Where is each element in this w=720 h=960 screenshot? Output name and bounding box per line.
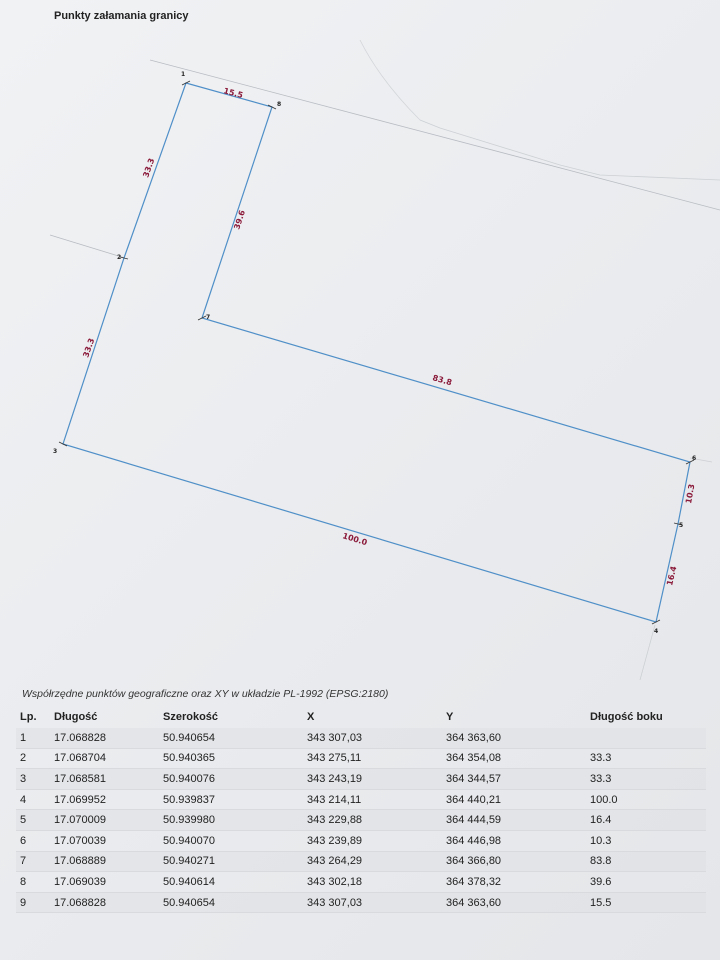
cell-lp: 1 — [16, 728, 50, 748]
background-tail-line — [640, 625, 655, 680]
edge-label-1-2: 33.3 — [141, 157, 157, 179]
edge-label-7-8: 39.6 — [232, 209, 248, 231]
header-longitude: Długość — [54, 711, 98, 723]
point-label-4: 4 — [654, 628, 659, 635]
cell-x: 343 275,11 — [303, 748, 442, 769]
cell-latitude: 50.940654 — [159, 728, 303, 748]
point-label-6: 6 — [692, 455, 697, 462]
point-label-3: 3 — [53, 448, 58, 455]
map-title: Punkty załamania granicy — [54, 10, 189, 22]
cell-y: 364 440,21 — [442, 789, 586, 810]
edge-label-1-8: 15.5 — [222, 86, 244, 101]
cell-lp: 8 — [16, 872, 50, 893]
coordinates-table — [16, 706, 706, 913]
point-label-7: 7 — [206, 314, 211, 321]
background-lines — [50, 40, 720, 680]
background-river-line — [420, 120, 720, 180]
cell-lp: 3 — [16, 769, 50, 790]
cell-side-length: 83.8 — [586, 851, 706, 872]
cell-x: 343 214,11 — [303, 789, 442, 810]
point-label-5: 5 — [679, 522, 684, 529]
background-road-line — [150, 60, 720, 210]
cell-latitude: 50.939980 — [159, 810, 303, 831]
cell-x: 343 264,29 — [303, 851, 442, 872]
cell-y: 364 363,60 — [442, 728, 586, 748]
cell-longitude: 17.068828 — [50, 728, 159, 748]
cell-longitude: 17.068889 — [50, 851, 159, 872]
cell-y: 364 344,57 — [442, 769, 586, 790]
header-latitude: Szerokość — [163, 711, 219, 723]
header-side-length: Długość boku — [590, 711, 663, 723]
edge-label-3-4: 100.0 — [341, 531, 369, 548]
table-row — [16, 789, 706, 810]
edge-label-2-3: 33.3 — [81, 337, 97, 359]
table-header-row — [16, 706, 706, 728]
point-label-2: 2 — [117, 254, 122, 261]
cell-latitude: 50.939837 — [159, 789, 303, 810]
cell-y: 364 446,98 — [442, 830, 586, 851]
cell-longitude: 17.068581 — [50, 769, 159, 790]
edge-label-5-6: 10.3 — [684, 483, 697, 505]
cell-latitude: 50.940070 — [159, 830, 303, 851]
table-row — [16, 769, 706, 790]
edge-label-6-7: 83.8 — [431, 373, 453, 388]
cell-x: 343 239,89 — [303, 830, 442, 851]
cell-lp: 9 — [16, 892, 50, 913]
cell-latitude: 50.940271 — [159, 851, 303, 872]
cell-x: 343 307,03 — [303, 728, 442, 748]
cell-longitude: 17.070039 — [50, 830, 159, 851]
cell-y: 364 378,32 — [442, 872, 586, 893]
table-row — [16, 810, 706, 831]
table-title: Współrzędne punktów geograficzne oraz XY w układzie PL-1992 (EPSG:2180) — [22, 688, 389, 700]
cell-latitude: 50.940614 — [159, 872, 303, 893]
cell-side-length: 100.0 — [586, 789, 706, 810]
cell-lp: 6 — [16, 830, 50, 851]
cell-side-length: 33.3 — [586, 769, 706, 790]
table-row — [16, 851, 706, 872]
point-label-8: 8 — [277, 101, 282, 108]
cell-longitude: 17.068828 — [50, 892, 159, 913]
cell-x: 343 302,18 — [303, 872, 442, 893]
header-lp: Lp. — [20, 711, 37, 723]
cell-lp: 4 — [16, 789, 50, 810]
table-row — [16, 748, 706, 769]
table-row — [16, 728, 706, 748]
cell-lp: 7 — [16, 851, 50, 872]
cell-side-length: 10.3 — [586, 830, 706, 851]
table-row — [16, 872, 706, 893]
table-row — [16, 892, 706, 913]
point-label-1: 1 — [181, 71, 186, 78]
table-row — [16, 830, 706, 851]
edge-label-4-5: 16.4 — [665, 565, 679, 587]
background-stub-line — [50, 235, 125, 258]
cell-side-length: 15.5 — [586, 892, 706, 913]
cell-side-length: 16.4 — [586, 810, 706, 831]
cell-lp: 2 — [16, 748, 50, 769]
cell-latitude: 50.940076 — [159, 769, 303, 790]
cell-latitude: 50.940654 — [159, 892, 303, 913]
cell-side-length: 33.3 — [586, 748, 706, 769]
cell-lp: 5 — [16, 810, 50, 831]
edge-labels — [81, 86, 696, 586]
cell-longitude: 17.069039 — [50, 872, 159, 893]
cell-y: 364 363,60 — [442, 892, 586, 913]
cell-longitude: 17.070009 — [50, 810, 159, 831]
cell-y: 364 354,08 — [442, 748, 586, 769]
cell-y: 364 366,80 — [442, 851, 586, 872]
cell-latitude: 50.940365 — [159, 748, 303, 769]
cell-x: 343 229,88 — [303, 810, 442, 831]
cell-side-length — [586, 728, 706, 748]
parcel-boundary — [63, 83, 690, 622]
cell-x: 343 307,03 — [303, 892, 442, 913]
cell-x: 343 243,19 — [303, 769, 442, 790]
background-curve-line — [360, 40, 420, 120]
header-x: X — [307, 711, 315, 723]
cell-longitude: 17.068704 — [50, 748, 159, 769]
cell-side-length: 39.6 — [586, 872, 706, 893]
header-y: Y — [446, 711, 454, 723]
point-labels — [53, 71, 696, 635]
cell-y: 364 444,59 — [442, 810, 586, 831]
cell-longitude: 17.069952 — [50, 789, 159, 810]
